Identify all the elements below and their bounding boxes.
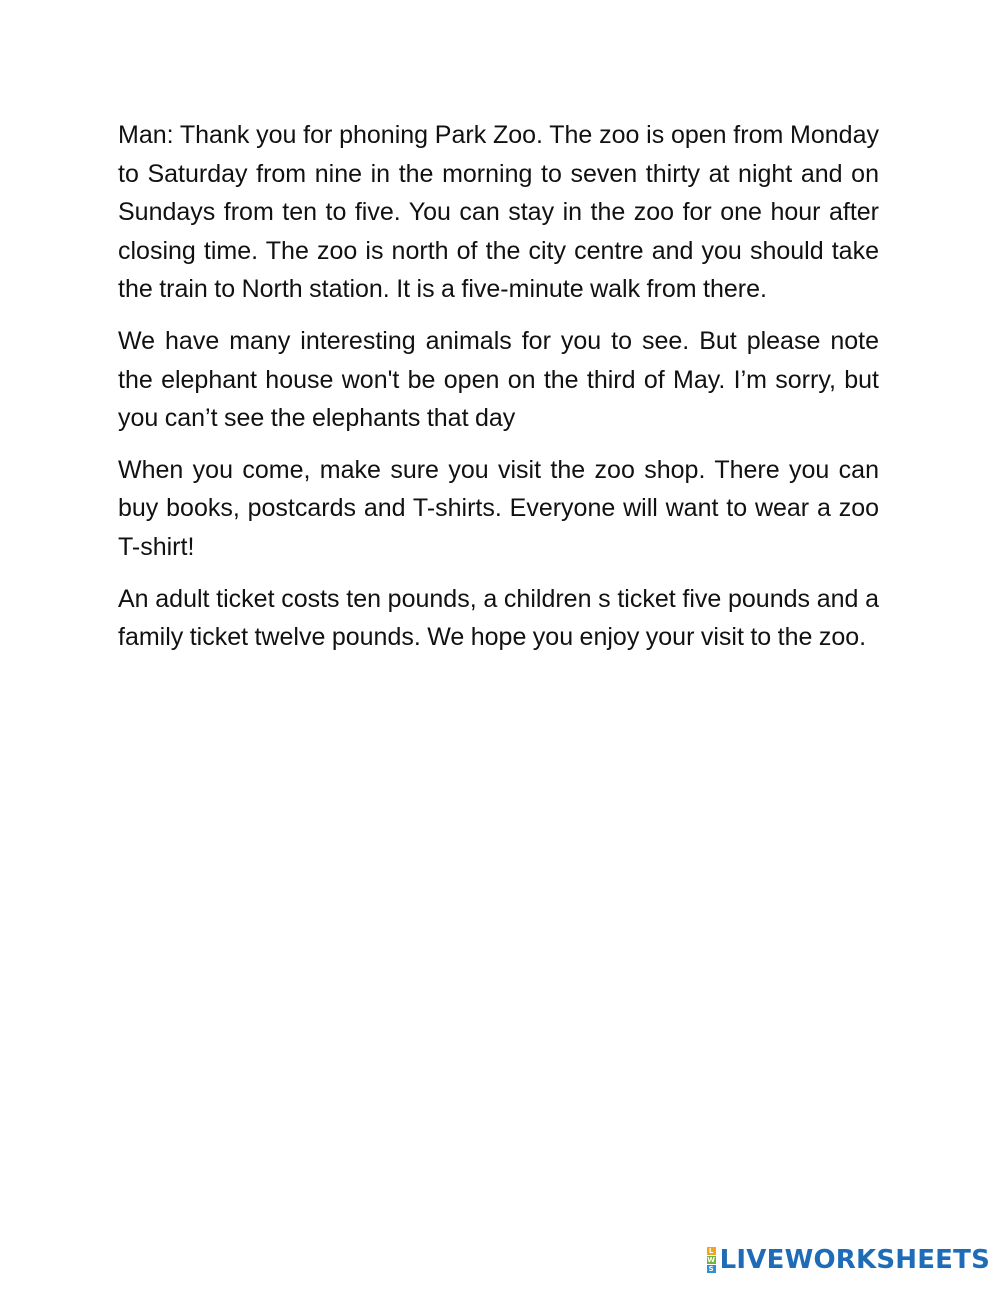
logo-block-3: S [708,1265,714,1273]
paragraph-animals: We have many interesting animals for you to see. But please note the elephant house won't be open on the third of May. I’m sorry, but you can’t see the elephants that day [118,326,879,433]
paragraph-zoo-shop: When you come, make sure you visit the zoo shop. There you can buy books, postcards and T-shirts. Everyone will want to wear a zoo T-shirt! [118,455,879,561]
logo-block-1: L [707,1247,716,1255]
paragraph-tickets: An adult ticket costs ten pounds, a children s ticket five pounds and a family ticket twelve pounds. We hope you enjoy your visit to the zoo. [118,584,879,652]
paragraph-opening-hours: Man: Thank you for phoning Park Zoo. The zoo is open from Monday to Saturday from nine in the morning to seven thirty at night and on Sundays from ten to five. You can stay in the zoo for one hour after closing time. The zoo is north of the city centre and you should take the train to North station. It is a five-minute walk from there. [118,121,879,304]
logo-block-2: W [707,1256,716,1264]
liveworksheets-logo [707,1243,990,1277]
document-body [118,116,879,670]
liveworksheets-logo-icon [707,1247,716,1273]
logo-text: LIVEWORKSHEETS [719,1245,990,1275]
